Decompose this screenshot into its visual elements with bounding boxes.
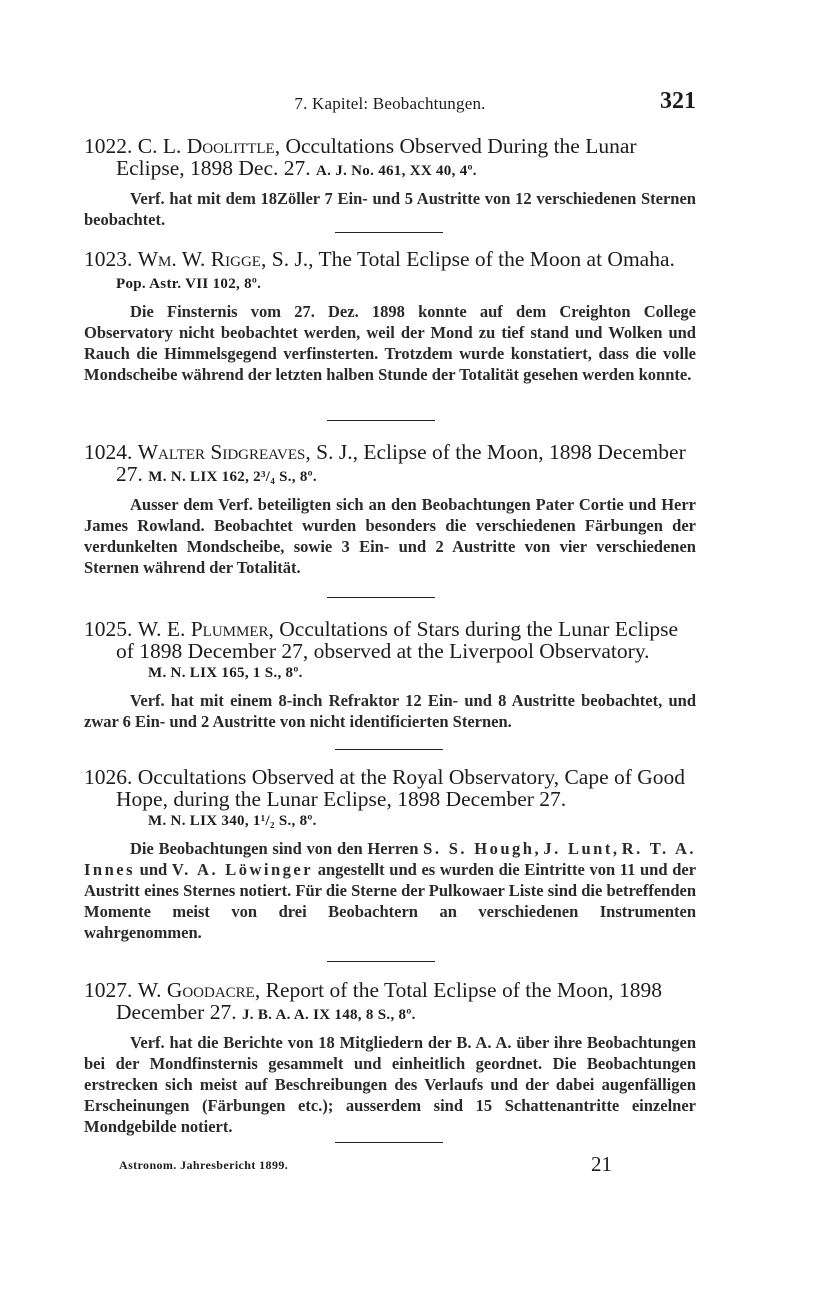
observer-name: R. T. A. Innes	[84, 839, 697, 879]
separator-rule	[327, 597, 435, 598]
entry-number: 1027.	[84, 978, 133, 1002]
entry-1025	[84, 618, 696, 732]
entry-body: Verf. hat mit einem 8-inch Refraktor 12 Ein- und 8 Austritte beobachtet, und zwar 6 Ein- und 2 Austritte von nicht identificierten Sternen.	[84, 691, 696, 731]
journal-name: Astronom. Jahresbericht 1899.	[119, 1158, 289, 1172]
separator-rule	[335, 232, 443, 233]
entry-number: 1026.	[84, 765, 133, 789]
body-text: Die Beobachtungen sind von den Herren	[130, 839, 424, 858]
page-footer	[119, 1152, 619, 1180]
entry-heading	[84, 766, 696, 832]
body-text: ,	[612, 839, 622, 858]
entry-body: Ausser dem Verf. beteiligten sich an den Beobachtungen Pater Cortie und Herr James Rowland. Beobachtet wurden besonders die verschiedenen Färbungen der verdunkelten Mondscheibe, sowie 3 Ein- und 2 Austritte von vier verschiedenen Sternen während der Totalität.	[84, 495, 696, 577]
entry-reference: Pop. Astr. VII 102, 8º.	[116, 276, 262, 292]
separator-rule	[327, 420, 435, 421]
entry-heading	[84, 618, 696, 684]
entry-reference: M. N. LIX 340, 1¹/₂ S., 8º.	[148, 813, 317, 829]
entry-author: C. L. Doolittle,	[137, 134, 281, 158]
entry-heading	[84, 135, 696, 182]
entry-heading	[84, 248, 696, 295]
entry-body: Die Finsternis vom 27. Dez. 1898 konnte auf dem Creighton College Observatory nicht beobachtet werden, weil der Mond zu tief stand und Wolken und Rauch die Himmelsgegend verfinsterten. Trotzdem wurde konstatiert, dass die volle Mondscheibe während der letzten halben Stunde der Totalität gesehen werden konnte.	[84, 302, 696, 384]
entry-body: Verf. hat mit dem 18Zöller 7 Ein- und 5 Austritte von 12 verschiedenen Sternen beobachtet.	[84, 189, 696, 229]
entry-number: 1025.	[84, 617, 133, 641]
separator-rule	[327, 961, 435, 962]
entry-body: Verf. hat die Berichte von 18 Mitgliedern der B. A. A. über ihre Beobachtungen bei der Mondfinsternis gesammelt und einheitlich geordnet. Die Beobachtungen erstrecken sich meist auf Beschreibungen des Verlaufs und der dabei augenfälligen Erscheinungen (Färbungen etc.); ausserdem sind 15 Schattenantritte einzelner Mondgebilde notiert.	[84, 1033, 696, 1136]
entry-1024	[84, 441, 696, 578]
chapter-title: 7. Kapitel: Beobachtungen.	[294, 94, 486, 113]
entry-title: Occultations Observed at the Royal Observatory, Cape of Good Hope, during the Lunar Eclipse, 1898 December 27.	[116, 765, 686, 811]
entry-reference: M. N. LIX 162, 2³/₄ S., 8º.	[148, 469, 317, 485]
entry-author: Wm. W. Rigge,	[137, 247, 267, 271]
entry-body	[84, 838, 696, 943]
observer-name: V. A. Löwinger	[171, 860, 314, 879]
entry-1023	[84, 248, 696, 385]
body-text: ,	[534, 839, 544, 858]
entry-title: Report of the Total Eclipse of the Moon, 1898 December 27.	[116, 978, 662, 1024]
entry-title: S. J., The Total Eclipse of the Moon at Omaha.	[271, 247, 675, 271]
body-text: angestellt und es wurden die Eintritte von 11 und der Austritt eines Sternes notiert. Für die Sterne der Pulkowaer Liste sind die betreffenden Momente meist von drei Beobachtern an verschiedenen Instrumenten wahrgenommen.	[84, 860, 697, 942]
entry-1026	[84, 766, 696, 943]
page-number: 321	[660, 88, 696, 114]
entry-author: W. E. Plummer,	[137, 617, 274, 641]
entry-number: 1022.	[84, 134, 133, 158]
entry-reference: J. B. A. A. IX 148, 8 S., 8º.	[241, 1007, 416, 1023]
entry-reference: M. N. LIX 165, 1 S., 8º.	[148, 665, 303, 681]
running-header	[84, 88, 696, 118]
entry-number: 1023.	[84, 247, 133, 271]
entry-heading	[84, 979, 696, 1026]
entry-title: Occultations of Stars during the Lunar Eclipse of 1898 December 27, observed at the Liverpool Observatory.	[116, 617, 679, 663]
entry-number: 1024.	[84, 440, 133, 464]
entry-title: Occultations Observed During the Lunar Eclipse, 1898 Dec. 27.	[116, 134, 637, 180]
separator-rule	[335, 1142, 443, 1143]
observer-name: J. Lunt	[543, 839, 613, 858]
body-text: und	[135, 860, 172, 879]
entry-author: Walter Sidgreaves,	[137, 440, 311, 464]
entry-reference: A. J. No. 461, XX 40, 4º.	[316, 163, 477, 179]
entry-1027	[84, 979, 696, 1137]
entry-author: W. Goodacre,	[137, 978, 261, 1002]
separator-rule	[335, 749, 443, 750]
observer-name: S. S. Hough	[423, 839, 535, 858]
entry-heading	[84, 441, 696, 488]
entry-1022	[84, 135, 696, 230]
signature-mark: 21	[591, 1152, 612, 1176]
entry-title: S. J., Eclipse of the Moon, 1898 December 27.	[116, 440, 686, 486]
